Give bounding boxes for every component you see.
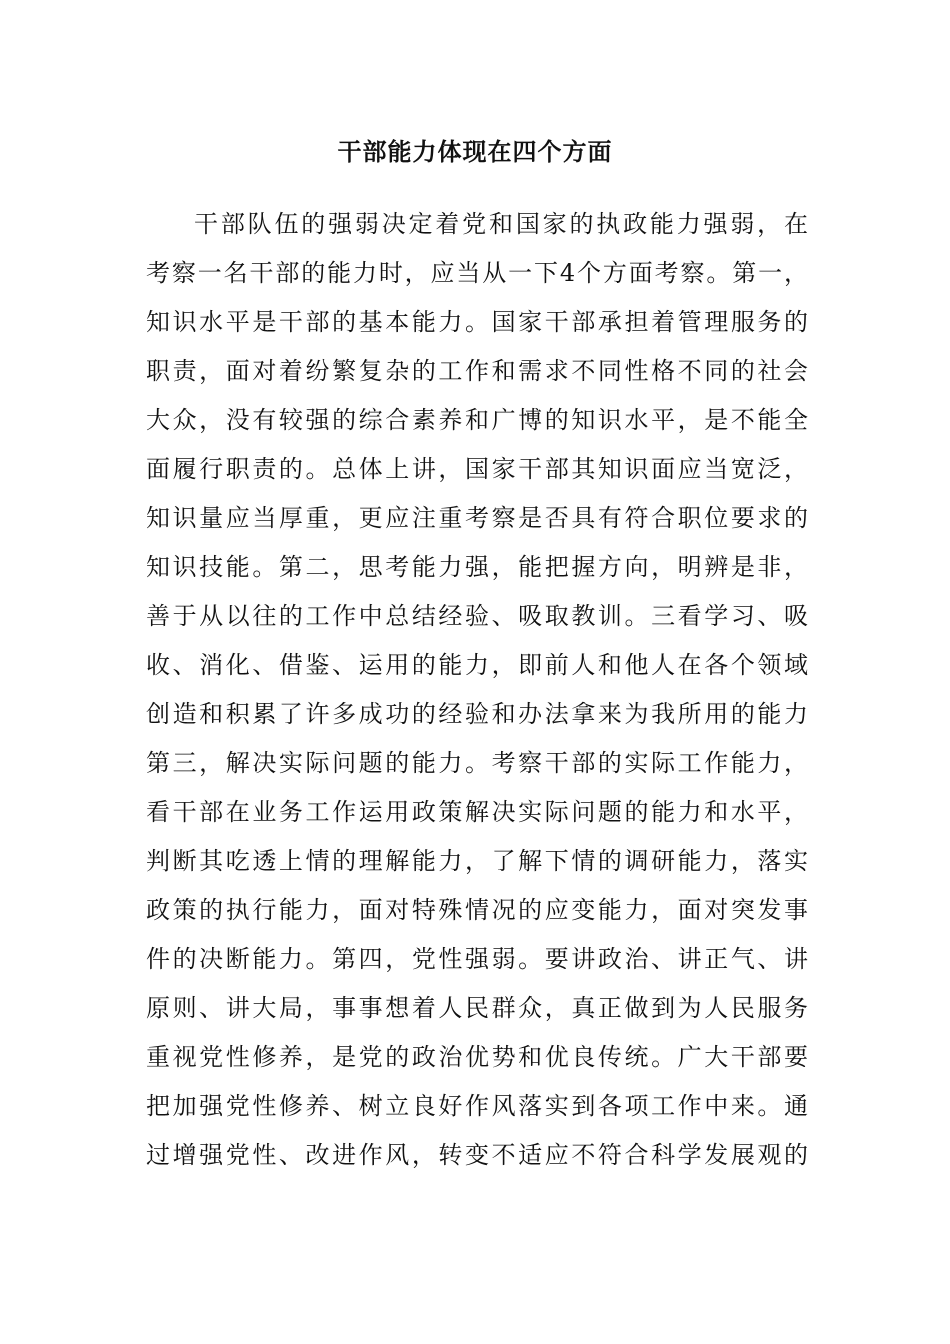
body-line: 把加强党性修养、树立良好作风落实到各项工作中来。通 [146, 1092, 808, 1120]
body-line: 知识技能。第二，思考能力强，能把握方向，明辨是非， [146, 553, 808, 581]
body-line: 判断其吃透上情的理解能力，了解下情的调研能力，落实 [146, 847, 808, 875]
body-line: 知识量应当厚重，更应注重考察是否具有符合职位要求的 [146, 504, 808, 532]
body-line: 政策的执行能力，面对特殊情况的应变能力，面对突发事 [146, 896, 808, 924]
body-line: 大众，没有较强的综合素养和广博的知识水平，是不能全 [146, 406, 808, 434]
body-line: 善于从以往的工作中总结经验、吸取教训。三看学习、吸 [146, 602, 808, 630]
body-line: 面履行职责的。总体上讲，国家干部其知识面应当宽泛， [146, 455, 808, 483]
body-line: 干部队伍的强弱决定着党和国家的执政能力强弱，在 [194, 210, 808, 238]
body-line: 过增强党性、改进作风，转变不适应不符合科学发展观的 [146, 1141, 808, 1169]
body-line: 创造和积累了许多成功的经验和办法拿来为我所用的能力 [146, 700, 808, 728]
body-line: 看干部在业务工作运用政策解决实际问题的能力和水平， [146, 798, 808, 826]
body-line: 收、消化、借鉴、运用的能力，即前人和他人在各个领域 [146, 651, 808, 679]
body-line: 第三，解决实际问题的能力。考察干部的实际工作能力， [146, 749, 808, 777]
body-line: 件的决断能力。第四，党性强弱。要讲政治、讲正气、讲 [146, 945, 808, 973]
body-line: 知识水平是干部的基本能力。国家干部承担着管理服务的 [146, 308, 808, 336]
document-title: 干部能力体现在四个方面 [337, 138, 613, 166]
body-line: 职责，面对着纷繁复杂的工作和需求不同性格不同的社会 [146, 357, 808, 385]
document-body [146, 200, 808, 1180]
body-line: 原则、讲大局，事事想着人民群众，真正做到为人民服务 [146, 994, 808, 1022]
body-line: 考察一名干部的能力时，应当从一下4个方面考察。第一， [146, 259, 808, 287]
body-line: 重视党性修养，是党的政治优势和优良传统。广大干部要 [146, 1043, 808, 1071]
